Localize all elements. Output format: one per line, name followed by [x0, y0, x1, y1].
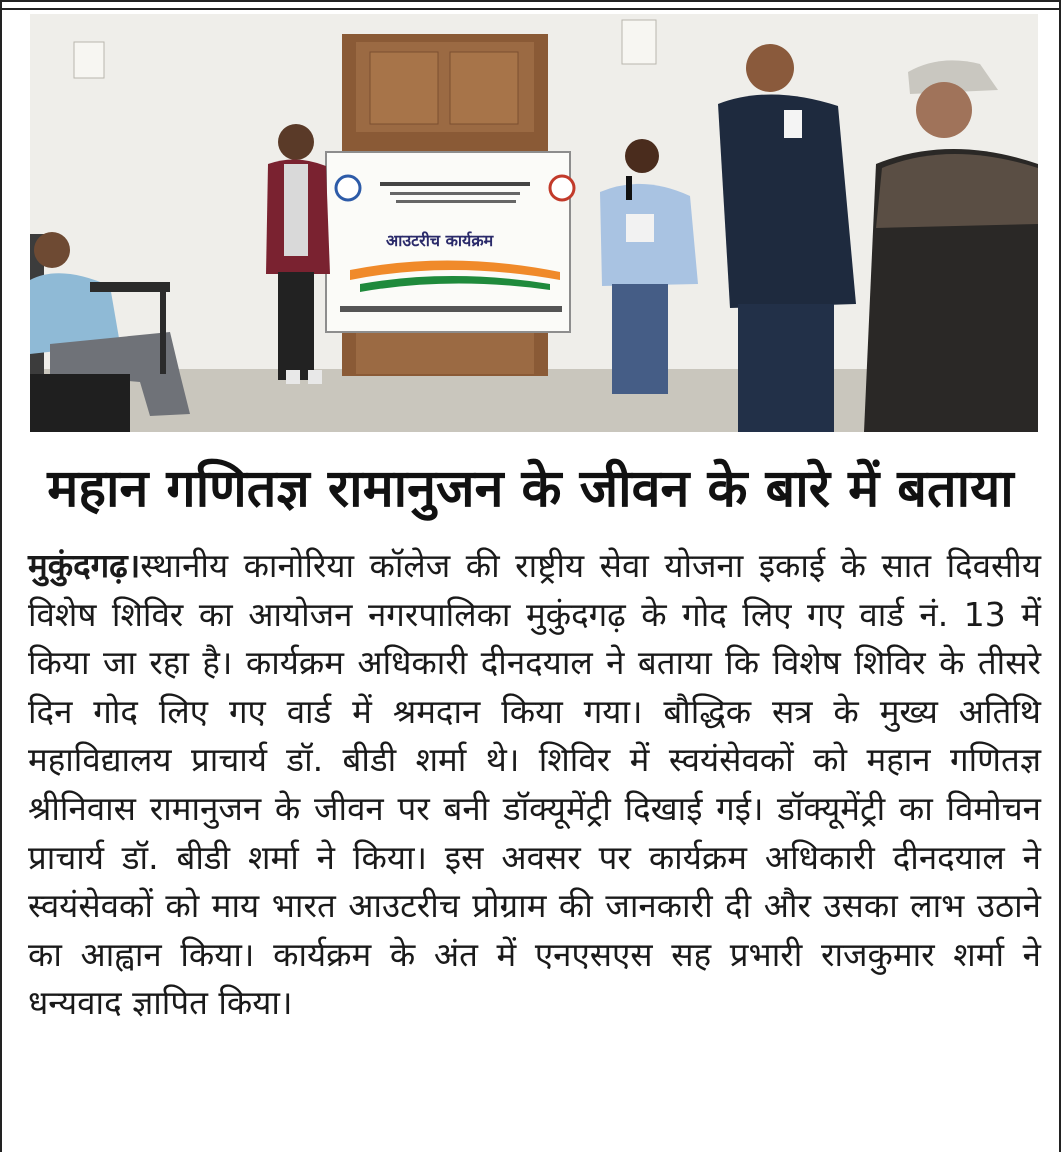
- article-body: [28, 542, 1041, 1028]
- headline: महान गणितज्ञ रामानुजन के जीवन के बारे में बताया: [47, 459, 1014, 519]
- banner-title: आउटरीच कार्यक्रम: [386, 231, 494, 250]
- dateline: मुकुंदगढ़।: [28, 546, 141, 585]
- top-rule: [2, 8, 1059, 10]
- news-photo: [30, 14, 1038, 432]
- article-body-text: स्थानीय कानोरिया कॉलेज की राष्ट्रीय सेवा योजना इकाई के सात दिवसीय विशेष शिविर का आयोजन नगरपालिका मुकुंदगढ़ के गोद लिए गए वार्ड नं. 13 में किया जा रहा है। कार्यक्रम अधिकारी दीनदयाल ने बताया कि विशेष शिविर के तीसरे दिन गोद लिए गए वार्ड में श्रमदान किया गया। बौद्धिक सत्र के मुख्य अतिथि महाविद्यालय प्राचार्य डॉ. बीडी शर्मा थे। शिविर में स्वयंसेवकों को महान गणितज्ञ श्रीनिवास रामानुजन के जीवन पर बनी डॉक्यूमेंट्री दिखाई गई। डॉक्यूमेंट्री का विमोचन प्राचार्य डॉ. बीडी शर्मा ने किया। इस अवसर पर कार्यक्रम अधिकारी दीनदयाल ने स्वयंसेवकों को माय भारत आउटरीच प्रोग्राम की जानकारी दी और उसका लाभ उठाने का आह्वान किया। कार्यक्रम के अंत में एनएसएस सह प्रभारी राजकुमार शर्मा ने धन्यवाद ज्ञापित किया।: [28, 546, 1041, 1023]
